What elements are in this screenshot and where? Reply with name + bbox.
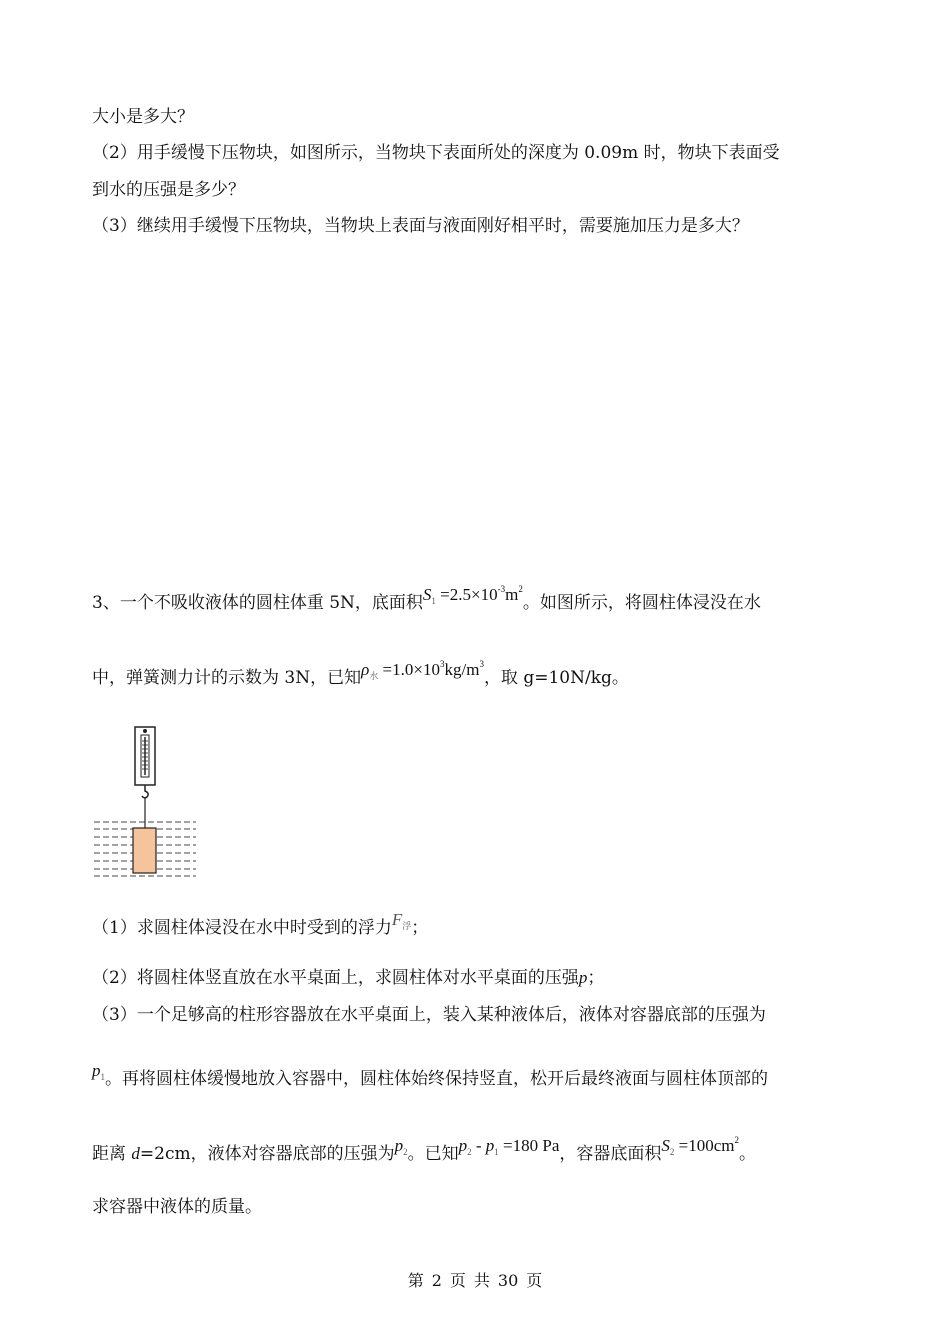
page-footer: 第 2 页 共 30 页 <box>407 1271 543 1290</box>
p2-symbol: $p_2$ <box>394 1136 408 1157</box>
scale-top-ring <box>143 729 147 733</box>
q3-sub3-line4: 求容器中液体的质量。 <box>92 1197 262 1217</box>
q3-sub3-line1: （3）一个足够高的柱形容器放在水平桌面上，装入某种液体后，液体对容器底部的压强为 <box>92 1005 766 1025</box>
f-buoyancy-symbol: $F_浮$ <box>391 910 412 931</box>
text-line: （3）继续用手缓慢下压物块，当物块上表面与液面刚好相平时，需要施加压力是多大？ <box>92 216 749 236</box>
text-line: 大小是多大？ <box>92 107 194 127</box>
q3-sub1: （1）求圆柱体浸没在水中时受到的浮力$F_浮$； <box>92 910 429 938</box>
cylinder-block <box>133 828 156 873</box>
spring-scale-diagram <box>92 725 202 885</box>
text-line: 到水的压强是多少？ <box>92 180 245 200</box>
q3-sub3-line3: 距离 d=2cm，液体对容器底部的压强为$p_2$。已知$p_2 - p_1 =180$ Pa，容器底面积$S_2 =100cm^2$。 <box>92 1135 756 1164</box>
rho-formula: $\rho_水 =1.0\times 10^3kg/m^3$ <box>361 659 484 681</box>
pressure-difference-formula: $p_2 - p_1 =180$ Pa <box>458 1136 560 1157</box>
q3-intro-text: 3、一个不吸收液体的圆柱体重 5N，底面积 <box>92 593 423 613</box>
s2-formula: $S_2 =100cm^2$ <box>661 1135 739 1157</box>
scale-hook <box>142 785 148 798</box>
q3-intro-text-b: 。如图所示，将圆柱体浸没在水 <box>522 593 761 613</box>
q3-sub2: （2）将圆柱体竖直放在水平桌面上，求圆柱体对水平桌面的压强p； <box>92 968 605 988</box>
q3-sub3-line2: $p_1$。再将圆柱体缓慢地放入容器中，圆柱体始终保持竖直，松开后最终液面与圆柱体顶部的 <box>92 1061 768 1089</box>
p1-symbol: $p_1$ <box>92 1061 105 1082</box>
q3-intro-line <box>92 584 761 616</box>
q3-line2: 中，弹簧测力计的示数为 3N，已知$\rho_水 =1.0\times 10^3kg/m^3$，取 g=10N/kg。 <box>92 659 629 688</box>
total-pages: 30 <box>497 1271 519 1290</box>
s1-formula: $S_1 =2.5\times 10^{-3}m^2$ <box>422 584 523 606</box>
current-page: 2 <box>431 1271 442 1290</box>
text-line: （2）用手缓慢下压物块，如图所示，当物块下表面所处的深度为 0.09m 时，物块下表面受 <box>92 143 780 163</box>
spring-scale-figure <box>92 725 202 885</box>
